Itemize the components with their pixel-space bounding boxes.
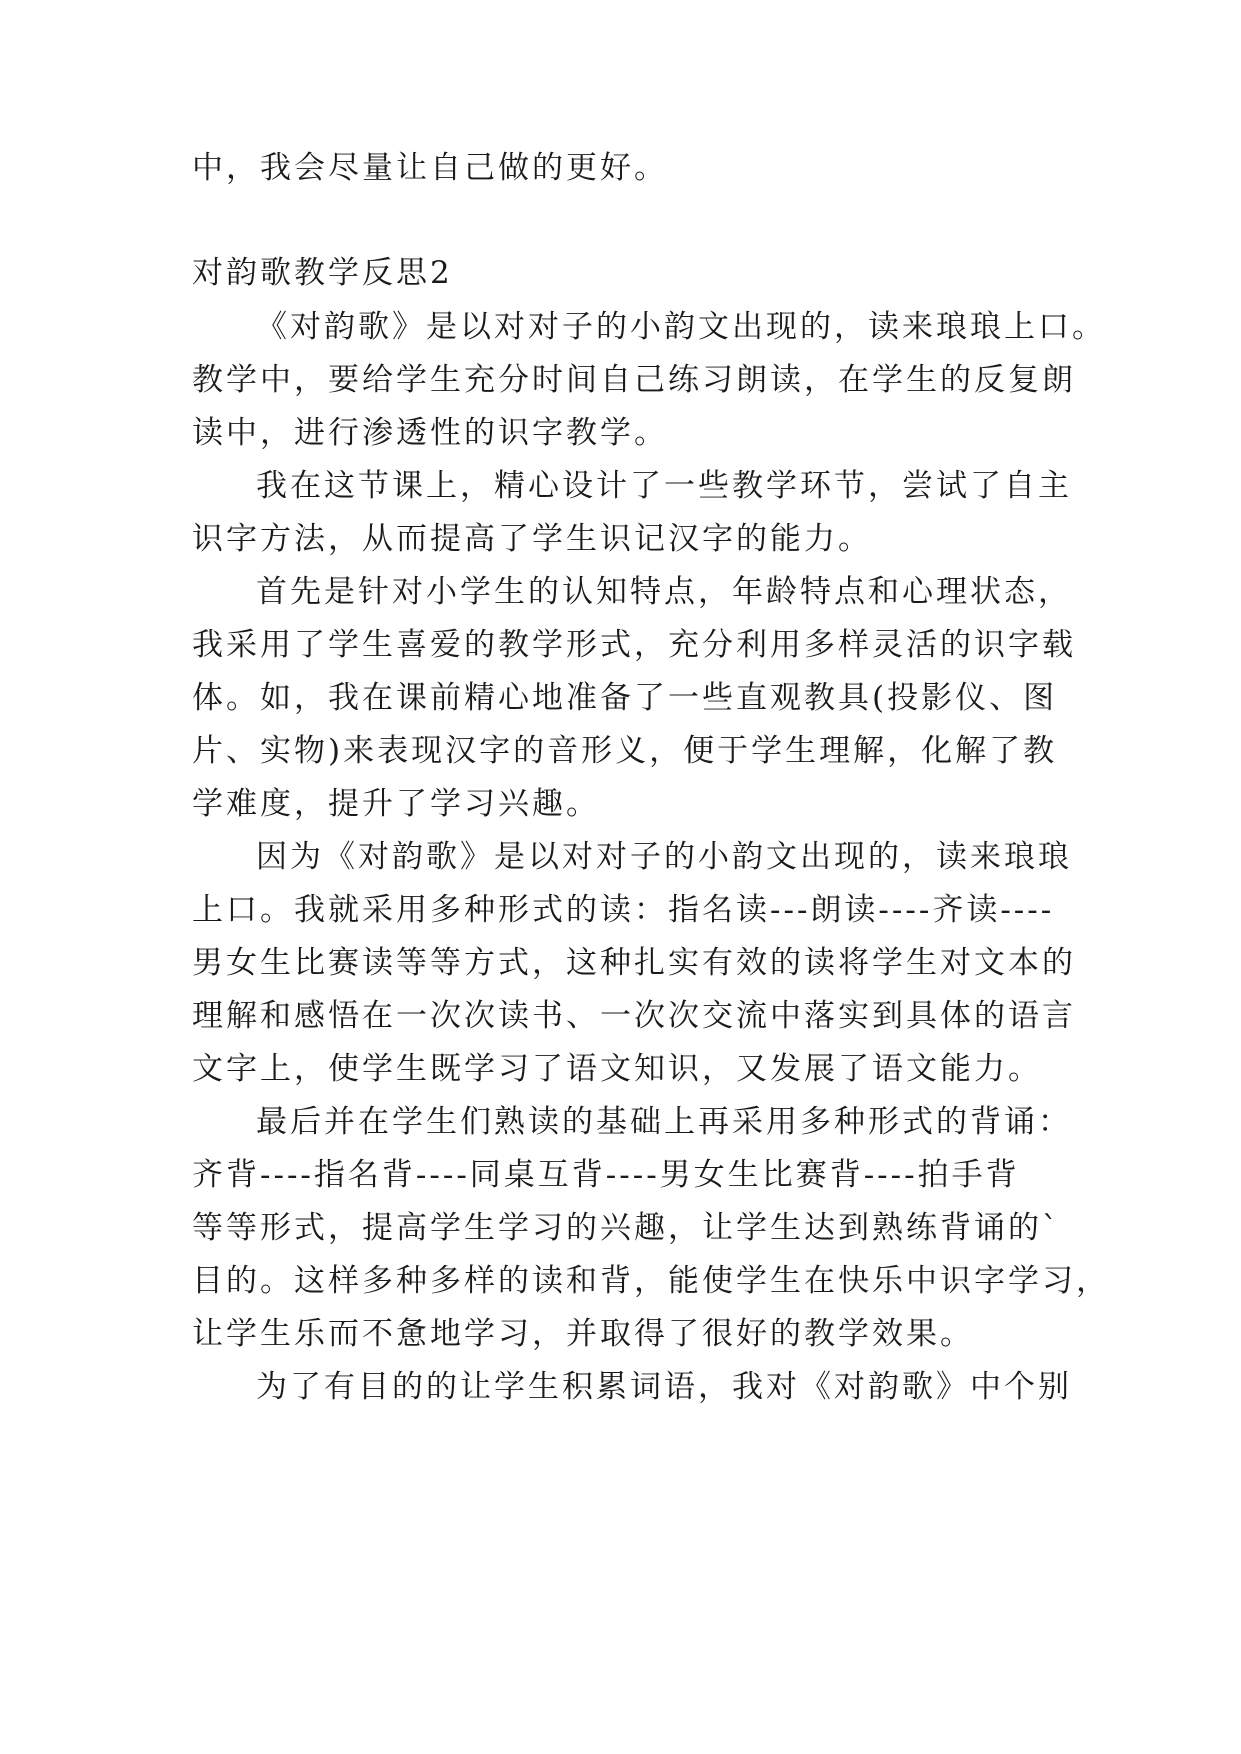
- paragraph-4-line-1: 因为《对韵歌》是以对对子的小韵文出现的，读来琅琅: [256, 839, 1072, 875]
- paragraph-3-line-3: 体。如，我在课前精心地准备了一些直观教具(投影仪、图: [192, 680, 1058, 716]
- paragraph-1-line-2: 教学中，要给学生充分时间自己练习朗读，在学生的反复朗: [192, 362, 1076, 398]
- paragraph-5-line-4: 目的。这样多种多样的读和背，能使学生在快乐中识字学习，: [192, 1263, 1110, 1299]
- paragraph-5-line-3: 等等形式，提高学生学习的兴趣，让学生达到熟练背诵的`: [192, 1210, 1061, 1246]
- paragraph-5-line-5: 让学生乐而不惫地学习，并取得了很好的教学效果。: [192, 1316, 974, 1352]
- paragraph-3-line-2: 我采用了学生喜爱的教学形式，充分利用多样灵活的识字载: [192, 627, 1076, 663]
- paragraph-3-line-4: 片、实物)来表现汉字的音形义，便于学生理解，化解了教: [192, 733, 1058, 769]
- paragraph-1-line-3: 读中，进行渗透性的识字教学。: [192, 415, 668, 451]
- paragraph-4-line-4: 理解和感悟在一次次读书、一次次交流中落实到具体的语言: [192, 998, 1076, 1034]
- text-line-continuation: 中，我会尽量让自己做的更好。: [192, 150, 668, 186]
- paragraph-5-line-2: 齐背----指名背----同桌互背----男女生比赛背----拍手背: [192, 1157, 1020, 1193]
- paragraph-4-line-5: 文字上，使学生既学习了语文知识，又发展了语文能力。: [192, 1051, 1042, 1087]
- paragraph-4-line-2: 上口。我就采用多种形式的读：指名读---朗读----齐读----: [192, 892, 1055, 928]
- paragraph-5-line-1: 最后并在学生们熟读的基础上再采用多种形式的背诵：: [256, 1104, 1072, 1140]
- paragraph-4-line-3: 男女生比赛读等等方式，这种扎实有效的读将学生对文本的: [192, 945, 1076, 981]
- paragraph-1-line-1: 《对韵歌》是以对对子的小韵文出现的，读来琅琅上口。: [256, 309, 1106, 345]
- paragraph-6-line-1: 为了有目的的让学生积累词语，我对《对韵歌》中个别: [256, 1369, 1072, 1405]
- paragraph-3-line-1: 首先是针对小学生的认知特点，年龄特点和心理状态，: [256, 574, 1072, 610]
- paragraph-2-line-1: 我在这节课上，精心设计了一些教学环节，尝试了自主: [256, 468, 1072, 504]
- paragraph-2-line-2: 识字方法，从而提高了学生识记汉字的能力。: [192, 521, 872, 557]
- section-heading: 对韵歌教学反思2: [192, 255, 453, 291]
- paragraph-3-line-5: 学难度，提升了学习兴趣。: [192, 786, 600, 822]
